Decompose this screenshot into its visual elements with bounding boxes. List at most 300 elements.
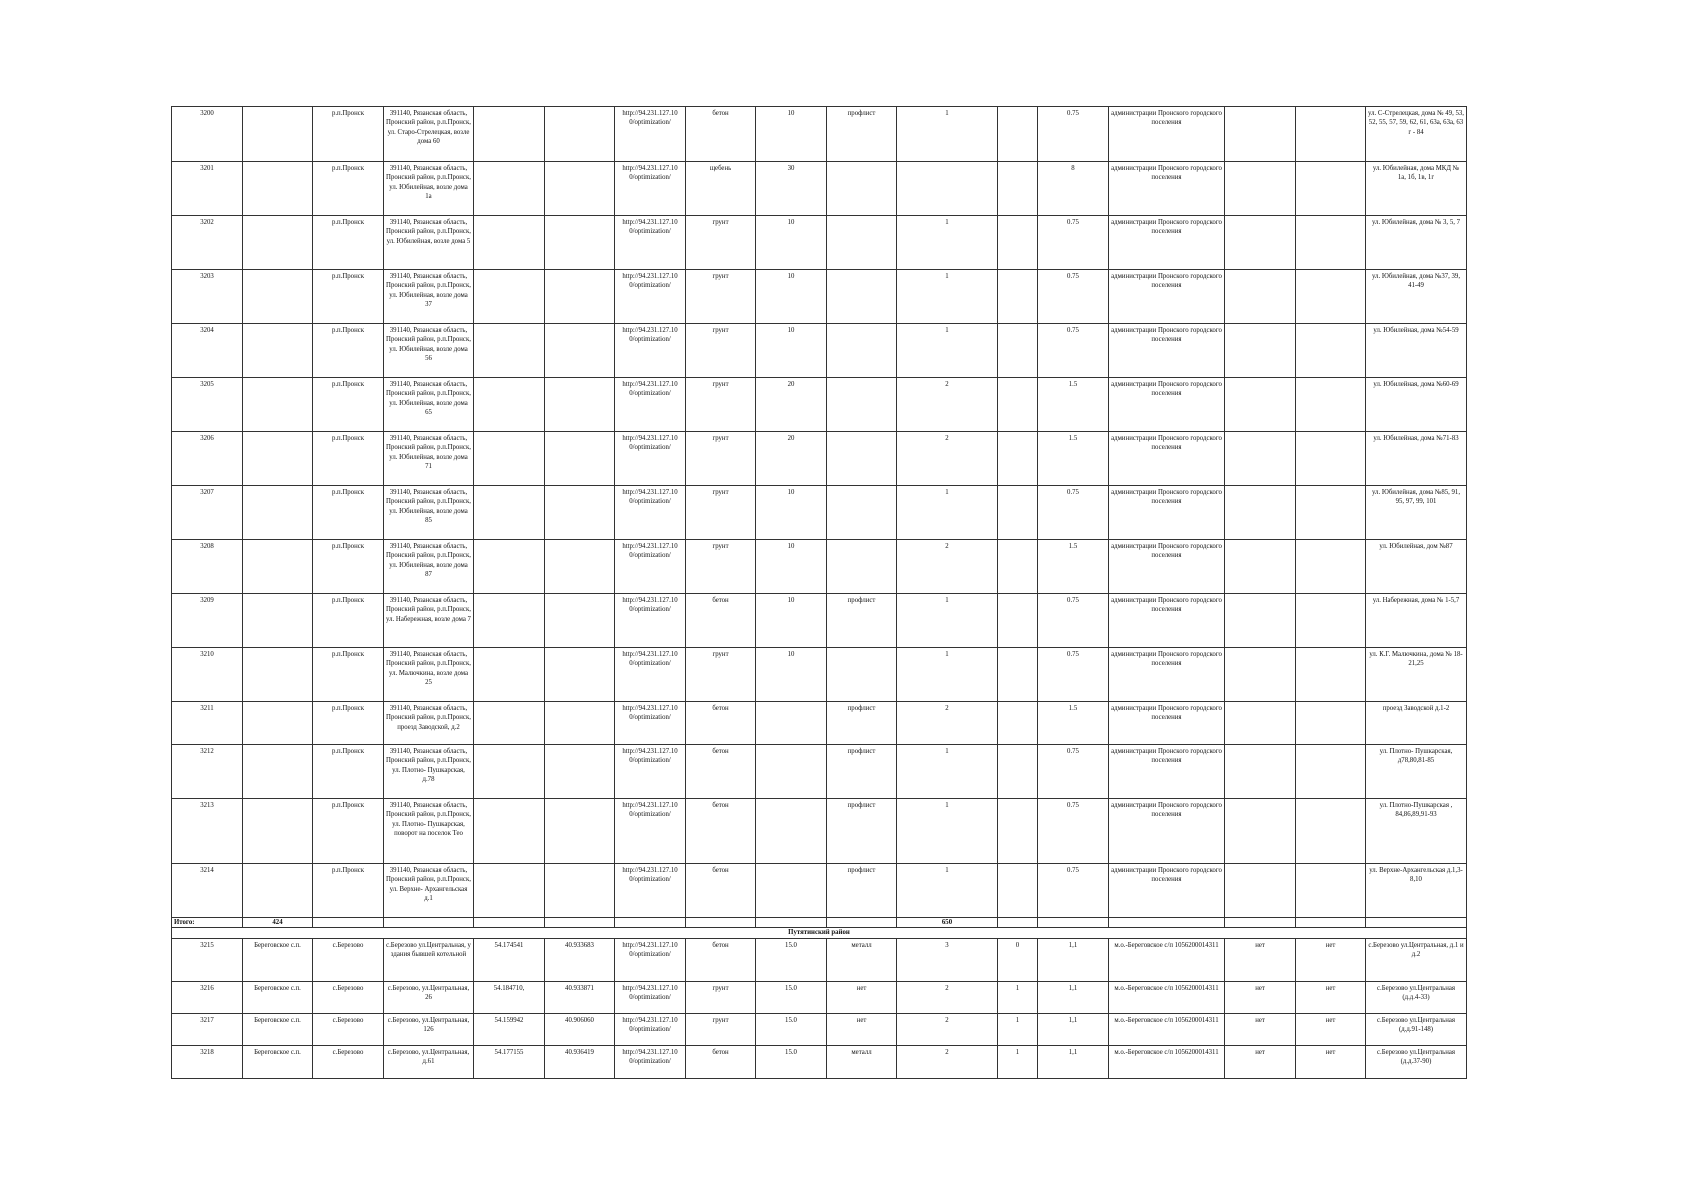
- table-row: [172, 745, 1467, 799]
- table-row: [172, 648, 1467, 702]
- table-cell: http://94.231.127.10 0/optimization/: [615, 324, 686, 378]
- table-cell: нет: [1225, 1045, 1296, 1078]
- table-cell: 10: [756, 107, 827, 162]
- total-amount: 650: [897, 918, 998, 928]
- table-cell: р.п.Пронск: [313, 432, 384, 486]
- table-cell: http://94.231.127.10 0/optimization/: [615, 378, 686, 432]
- table-cell: 40.906060: [545, 1013, 615, 1045]
- table-cell: Береговское с.п.: [243, 1045, 313, 1078]
- table-cell: 1: [897, 324, 998, 378]
- table-cell: Береговское с.п.: [243, 981, 313, 1013]
- table-cell: с.Березово: [313, 981, 384, 1013]
- table-cell: ул. Верхне-Архангельская д.1,3-8,10: [1366, 864, 1467, 918]
- table-cell: [1296, 486, 1366, 540]
- table-cell: 3213: [172, 799, 243, 864]
- table-cell: бетон: [686, 864, 756, 918]
- table-cell: 1: [897, 486, 998, 540]
- table-cell: бетон: [686, 594, 756, 648]
- table-cell: [545, 702, 615, 745]
- table-cell: [1296, 745, 1366, 799]
- table-cell: 391140, Рязанская область, Пронский район, р.п.Пронск, ул. Набережная, возле дома 7: [384, 594, 474, 648]
- table-cell: [1296, 648, 1366, 702]
- table-cell: 3206: [172, 432, 243, 486]
- table-cell: 2: [897, 981, 998, 1013]
- table-cell: 1,1: [1038, 938, 1109, 981]
- table-cell: 10: [756, 594, 827, 648]
- table-cell: профлист: [827, 864, 897, 918]
- table-cell: 1,1: [1038, 1045, 1109, 1078]
- table-cell: 3202: [172, 216, 243, 270]
- table-cell: 1: [897, 864, 998, 918]
- table-cell: [998, 648, 1038, 702]
- table-cell: 20: [756, 378, 827, 432]
- table-cell: 1: [998, 1013, 1038, 1045]
- table-cell: [545, 799, 615, 864]
- table-cell: 391140, Рязанская область, Пронский район, р.п.Пронск, ул. Плотно- Пушкарская, поворот на поселок Тео: [384, 799, 474, 864]
- table-cell: [474, 745, 545, 799]
- table-cell: [243, 270, 313, 324]
- table-cell: ул. Юбилейная, дома № 3, 5, 7: [1366, 216, 1467, 270]
- table-cell: [474, 432, 545, 486]
- table-cell: 3: [897, 938, 998, 981]
- table-cell: 1.5: [1038, 378, 1109, 432]
- table-cell: [998, 799, 1038, 864]
- table-row: [172, 864, 1467, 918]
- table-cell: грунт: [686, 540, 756, 594]
- table-cell: [243, 648, 313, 702]
- table-row: [172, 1045, 1467, 1078]
- table-cell: 10: [756, 216, 827, 270]
- table-row: [172, 594, 1467, 648]
- table-cell: 391140, Рязанская область, Пронский район, р.п.Пронск, ул. Старо-Стрелецкая, возле дома 60: [384, 107, 474, 162]
- table-cell: [1296, 864, 1366, 918]
- table-cell: нет: [1296, 981, 1366, 1013]
- table-cell: [243, 216, 313, 270]
- table-cell: [243, 540, 313, 594]
- table-cell: http://94.231.127.10 0/optimization/: [615, 162, 686, 216]
- district-title: Путятинский район: [172, 928, 1467, 938]
- table-cell: [756, 864, 827, 918]
- table-cell: ул. Юбилейная, дома №60-69: [1366, 378, 1467, 432]
- table-cell: грунт: [686, 270, 756, 324]
- table-cell: с.Березово ул.Центральная (д.д.37-90): [1366, 1045, 1467, 1078]
- table-cell: 40.936419: [545, 1045, 615, 1078]
- table-cell: с.Березово ул.Центральная (д.д.4-33): [1366, 981, 1467, 1013]
- table-cell: профлист: [827, 107, 897, 162]
- table-cell: ул. Юбилейная, дом №87: [1366, 540, 1467, 594]
- table-cell: 10: [756, 324, 827, 378]
- table-cell: [1225, 270, 1296, 324]
- table-cell: [474, 702, 545, 745]
- table-cell: 391140, Рязанская область, Пронский район, р.п.Пронск, проезд Заводской, д.2: [384, 702, 474, 745]
- table-cell: 1: [897, 799, 998, 864]
- table-cell: [1296, 270, 1366, 324]
- table-row: [172, 324, 1467, 378]
- table-cell: [1225, 648, 1296, 702]
- table-cell: [545, 540, 615, 594]
- table-cell: [545, 594, 615, 648]
- total-label: Итого:: [172, 918, 243, 928]
- table-cell: [243, 702, 313, 745]
- table-cell: [1296, 324, 1366, 378]
- table-cell: [827, 486, 897, 540]
- table-cell: 1: [897, 745, 998, 799]
- table-cell: нет: [1225, 1013, 1296, 1045]
- table-cell: [545, 324, 615, 378]
- table-cell: 10: [756, 540, 827, 594]
- table-cell: ул. Плотно- Пушкарская, д78,80,81-85: [1366, 745, 1467, 799]
- table-cell: 1: [998, 981, 1038, 1013]
- table-cell: [1225, 107, 1296, 162]
- table-cell: http://94.231.127.10 0/optimization/: [615, 648, 686, 702]
- table-cell: р.п.Пронск: [313, 107, 384, 162]
- table-cell: 15.0: [756, 938, 827, 981]
- table-cell: [545, 107, 615, 162]
- table-cell: р.п.Пронск: [313, 648, 384, 702]
- table-cell: 20: [756, 432, 827, 486]
- table-cell: [1225, 864, 1296, 918]
- table-cell: 40.933683: [545, 938, 615, 981]
- table-cell: 1,1: [1038, 1013, 1109, 1045]
- table-cell: [998, 540, 1038, 594]
- table-cell: 3200: [172, 107, 243, 162]
- table-cell: [474, 486, 545, 540]
- table-cell: 54.184710,: [474, 981, 545, 1013]
- table-cell: [1225, 799, 1296, 864]
- table-row: [172, 486, 1467, 540]
- table-cell: 391140, Рязанская область, Пронский район, р.п.Пронск, ул. Юбилейная, возле дома 56: [384, 324, 474, 378]
- table-cell: 2: [897, 432, 998, 486]
- table-cell: Береговское с.п.: [243, 938, 313, 981]
- table-cell: с.Березово: [313, 1013, 384, 1045]
- table-cell: 391140, Рязанская область, Пронский район, р.п.Пронск, ул. Плотно- Пушкарская, д.78: [384, 745, 474, 799]
- table-cell: 391140, Рязанская область, Пронский район, р.п.Пронск, ул. Юбилейная, возле дома 65: [384, 378, 474, 432]
- district-row: [172, 928, 1467, 938]
- table-cell: 54.177155: [474, 1045, 545, 1078]
- table-cell: с.Березово ул.Центральная, у здания бывшей котельной: [384, 938, 474, 981]
- table-cell: р.п.Пронск: [313, 324, 384, 378]
- table-cell: [243, 162, 313, 216]
- table-cell: 3214: [172, 864, 243, 918]
- table-cell: р.п.Пронск: [313, 864, 384, 918]
- table-cell: [1225, 162, 1296, 216]
- table-cell: [545, 864, 615, 918]
- table-cell: [474, 270, 545, 324]
- table-cell: 40.933871: [545, 981, 615, 1013]
- table-cell: http://94.231.127.10 0/optimization/: [615, 745, 686, 799]
- table-cell: [545, 432, 615, 486]
- table-cell: 2: [897, 1013, 998, 1045]
- table-cell: [1296, 378, 1366, 432]
- table-cell: м.о.-Береговское с/п 1056200014311: [1109, 981, 1225, 1013]
- table-cell: http://94.231.127.10 0/optimization/: [615, 432, 686, 486]
- table-cell: грунт: [686, 1013, 756, 1045]
- table-cell: с.Березово: [313, 938, 384, 981]
- table-cell: 3216: [172, 981, 243, 1013]
- table-cell: нет: [1296, 1045, 1366, 1078]
- table-cell: грунт: [686, 324, 756, 378]
- table-cell: р.п.Пронск: [313, 745, 384, 799]
- table-cell: [998, 432, 1038, 486]
- table-cell: бетон: [686, 107, 756, 162]
- table-cell: 391140, Рязанская область, Пронский район, р.п.Пронск, ул. Юбилейная, возле дома 85: [384, 486, 474, 540]
- table-cell: http://94.231.127.10 0/optimization/: [615, 486, 686, 540]
- table-cell: р.п.Пронск: [313, 799, 384, 864]
- table-cell: грунт: [686, 486, 756, 540]
- table-cell: ул. С-Стрелецкая, дома № 49, 53, 52, 55, 57, 59, 62, 61, 63а, 63а, 63 г - 84: [1366, 107, 1467, 162]
- table-cell: [827, 270, 897, 324]
- table-cell: администрации Пронского городского поселения: [1109, 702, 1225, 745]
- summary: [172, 918, 1467, 939]
- putyatino-rows: [172, 938, 1467, 1078]
- table-cell: с.Березово ул.Центральная, д.1 и д.2: [1366, 938, 1467, 981]
- table-cell: [827, 432, 897, 486]
- table-cell: м.о.-Береговское с/п 1056200014311: [1109, 1045, 1225, 1078]
- table-cell: [827, 540, 897, 594]
- table-cell: http://94.231.127.10 0/optimization/: [615, 702, 686, 745]
- table-cell: [1225, 594, 1296, 648]
- table-cell: 3215: [172, 938, 243, 981]
- table-cell: [1296, 107, 1366, 162]
- pronsk-rows: [172, 107, 1467, 864]
- table-cell: [827, 162, 897, 216]
- table-cell: [545, 486, 615, 540]
- table-cell: [243, 799, 313, 864]
- table-cell: с.Березово ул.Центральная (д.д.91-148): [1366, 1013, 1467, 1045]
- table-cell: http://94.231.127.10 0/optimization/: [615, 270, 686, 324]
- table-cell: 0.75: [1038, 648, 1109, 702]
- table-cell: 1: [897, 216, 998, 270]
- table-cell: [1296, 540, 1366, 594]
- table-cell: 391140, Рязанская область, Пронский район, р.п.Пронск, ул. Малючкина, возле дома 25: [384, 648, 474, 702]
- table-cell: р.п.Пронск: [313, 702, 384, 745]
- table-cell: 2: [897, 702, 998, 745]
- table-cell: 54.174541: [474, 938, 545, 981]
- table-cell: 1: [897, 594, 998, 648]
- table-cell: [1296, 162, 1366, 216]
- table-cell: 1: [897, 107, 998, 162]
- table-cell: р.п.Пронск: [313, 486, 384, 540]
- table-cell: профлист: [827, 594, 897, 648]
- table-cell: бетон: [686, 1045, 756, 1078]
- table-cell: грунт: [686, 981, 756, 1013]
- table-cell: [243, 107, 313, 162]
- table-cell: [545, 162, 615, 216]
- table-cell: 8: [1038, 162, 1109, 216]
- register-table: [171, 106, 1467, 1079]
- table-cell: [474, 324, 545, 378]
- table-cell: 54.159942: [474, 1013, 545, 1045]
- table-cell: [827, 648, 897, 702]
- table-cell: 1: [998, 1045, 1038, 1078]
- table-cell: администрации Пронского городского поселения: [1109, 799, 1225, 864]
- table-cell: [474, 799, 545, 864]
- table-cell: 0.75: [1038, 486, 1109, 540]
- table-cell: р.п.Пронск: [313, 378, 384, 432]
- table-cell: 2: [897, 1045, 998, 1078]
- table-cell: 3201: [172, 162, 243, 216]
- table-cell: ул. Юбилейная, дома №85, 91, 95, 97, 99, 101: [1366, 486, 1467, 540]
- table-cell: 0: [998, 938, 1038, 981]
- table-cell: м.о.-Береговское с/п 1056200014311: [1109, 1013, 1225, 1045]
- table-cell: нет: [1225, 981, 1296, 1013]
- table-cell: http://94.231.127.10 0/optimization/: [615, 216, 686, 270]
- table-cell: 3208: [172, 540, 243, 594]
- table-cell: с.Березово, ул.Центральная, д.61: [384, 1045, 474, 1078]
- table-cell: [545, 216, 615, 270]
- table-cell: администрации Пронского городского поселения: [1109, 486, 1225, 540]
- table-cell: р.п.Пронск: [313, 594, 384, 648]
- table-cell: 2: [897, 378, 998, 432]
- table-cell: [474, 648, 545, 702]
- table-cell: 3207: [172, 486, 243, 540]
- table-cell: 3203: [172, 270, 243, 324]
- table-cell: [243, 432, 313, 486]
- table-row: [172, 270, 1467, 324]
- table-cell: [827, 324, 897, 378]
- table-cell: [756, 702, 827, 745]
- table-cell: [474, 540, 545, 594]
- table-cell: 3218: [172, 1045, 243, 1078]
- table-cell: м.о.-Береговское с/п 1056200014311: [1109, 938, 1225, 981]
- table-cell: [1296, 594, 1366, 648]
- table-row: [172, 216, 1467, 270]
- table-cell: ул. Плотно-Пушкарская , 84,86,89,91-93: [1366, 799, 1467, 864]
- table-cell: [474, 107, 545, 162]
- table-cell: 391140, Рязанская область, Пронский район, р.п.Пронск, ул. Юбилейная, возле дома 71: [384, 432, 474, 486]
- table-cell: [1225, 216, 1296, 270]
- table-cell: нет: [827, 1013, 897, 1045]
- table-cell: 0.75: [1038, 594, 1109, 648]
- table-cell: нет: [1296, 1013, 1366, 1045]
- table-cell: http://94.231.127.10 0/optimization/: [615, 540, 686, 594]
- table-cell: [998, 162, 1038, 216]
- table-cell: 1: [897, 648, 998, 702]
- table-cell: [827, 216, 897, 270]
- table-cell: ул. Юбилейная, дома №37, 39, 41-49: [1366, 270, 1467, 324]
- table-cell: [998, 864, 1038, 918]
- table-cell: http://94.231.127.10 0/optimization/: [615, 938, 686, 981]
- table-row: [172, 1013, 1467, 1045]
- table-cell: 3210: [172, 648, 243, 702]
- table-cell: http://94.231.127.10 0/optimization/: [615, 864, 686, 918]
- table-cell: http://94.231.127.10 0/optimization/: [615, 1045, 686, 1078]
- table-cell: металл: [827, 938, 897, 981]
- table-cell: http://94.231.127.10 0/optimization/: [615, 981, 686, 1013]
- table-cell: [1296, 702, 1366, 745]
- table-cell: администрации Пронского городского поселения: [1109, 745, 1225, 799]
- table-row: [172, 799, 1467, 864]
- table-cell: [1225, 486, 1296, 540]
- table-cell: [243, 324, 313, 378]
- table-cell: администрации Пронского городского поселения: [1109, 648, 1225, 702]
- table-cell: [998, 486, 1038, 540]
- table-cell: [545, 648, 615, 702]
- table-cell: 3212: [172, 745, 243, 799]
- table-cell: бетон: [686, 799, 756, 864]
- table-cell: http://94.231.127.10 0/optimization/: [615, 107, 686, 162]
- table-cell: 3205: [172, 378, 243, 432]
- table-cell: 15.0: [756, 1045, 827, 1078]
- table-cell: [243, 864, 313, 918]
- table-cell: 391140, Рязанская область, Пронский район, р.п.Пронск, ул. Юбилейная, возле дома 1а: [384, 162, 474, 216]
- table-cell: грунт: [686, 648, 756, 702]
- table-cell: с.Березово: [313, 1045, 384, 1078]
- table-cell: 0.75: [1038, 745, 1109, 799]
- table-cell: администрации Пронского городского поселения: [1109, 216, 1225, 270]
- table-cell: [545, 270, 615, 324]
- table-cell: [1225, 432, 1296, 486]
- table-cell: бетон: [686, 745, 756, 799]
- table-cell: администрации Пронского городского поселения: [1109, 864, 1225, 918]
- table-cell: администрации Пронского городского поселения: [1109, 432, 1225, 486]
- table-cell: профлист: [827, 799, 897, 864]
- table-cell: 0.75: [1038, 270, 1109, 324]
- table-cell: [1225, 378, 1296, 432]
- table-row: [172, 378, 1467, 432]
- table-cell: ул. Юбилейная, дома №54-59: [1366, 324, 1467, 378]
- table-cell: [243, 745, 313, 799]
- table-cell: ул. К.Г. Малючкина, дома № 18-21,25: [1366, 648, 1467, 702]
- table-row: [172, 162, 1467, 216]
- table-cell: [998, 378, 1038, 432]
- table-cell: http://94.231.127.10 0/optimization/: [615, 799, 686, 864]
- table-row: [172, 432, 1467, 486]
- table-cell: [756, 745, 827, 799]
- table-cell: металл: [827, 1045, 897, 1078]
- table-cell: [474, 864, 545, 918]
- table-cell: 3217: [172, 1013, 243, 1045]
- table-cell: [243, 486, 313, 540]
- table-cell: 30: [756, 162, 827, 216]
- table-cell: [998, 107, 1038, 162]
- table-row: [172, 981, 1467, 1013]
- table-cell: профлист: [827, 702, 897, 745]
- table-cell: 1,1: [1038, 981, 1109, 1013]
- table-cell: администрации Пронского городского поселения: [1109, 107, 1225, 162]
- total-row: [172, 918, 1467, 928]
- table-row: [172, 540, 1467, 594]
- table-cell: 391140, Рязанская область, Пронский район, р.п.Пронск, ул. Верхне- Архангельская д.1: [384, 864, 474, 918]
- table-cell: [827, 378, 897, 432]
- table-cell: 1.5: [1038, 432, 1109, 486]
- table-cell: [998, 216, 1038, 270]
- table-cell: р.п.Пронск: [313, 540, 384, 594]
- table-cell: 2: [897, 540, 998, 594]
- table-cell: [998, 270, 1038, 324]
- table-cell: проезд Заводской д.1-2: [1366, 702, 1467, 745]
- table-cell: нет: [1296, 938, 1366, 981]
- table-cell: бетон: [686, 938, 756, 981]
- table-cell: ул. Юбилейная, дома МКД № 1а, 1б, 1в, 1г: [1366, 162, 1467, 216]
- table-cell: администрации Пронского городского поселения: [1109, 324, 1225, 378]
- table-cell: [243, 378, 313, 432]
- table-cell: 0.75: [1038, 216, 1109, 270]
- table-cell: [998, 745, 1038, 799]
- table-cell: нет: [1225, 938, 1296, 981]
- table-cell: [545, 745, 615, 799]
- table-cell: 1: [897, 270, 998, 324]
- table-cell: 0.75: [1038, 864, 1109, 918]
- table-cell: администрации Пронского городского поселения: [1109, 162, 1225, 216]
- table-cell: р.п.Пронск: [313, 162, 384, 216]
- table-cell: [243, 594, 313, 648]
- table-cell: 10: [756, 486, 827, 540]
- table-cell: бетон: [686, 702, 756, 745]
- table-cell: [545, 378, 615, 432]
- table-cell: 10: [756, 648, 827, 702]
- table-cell: грунт: [686, 432, 756, 486]
